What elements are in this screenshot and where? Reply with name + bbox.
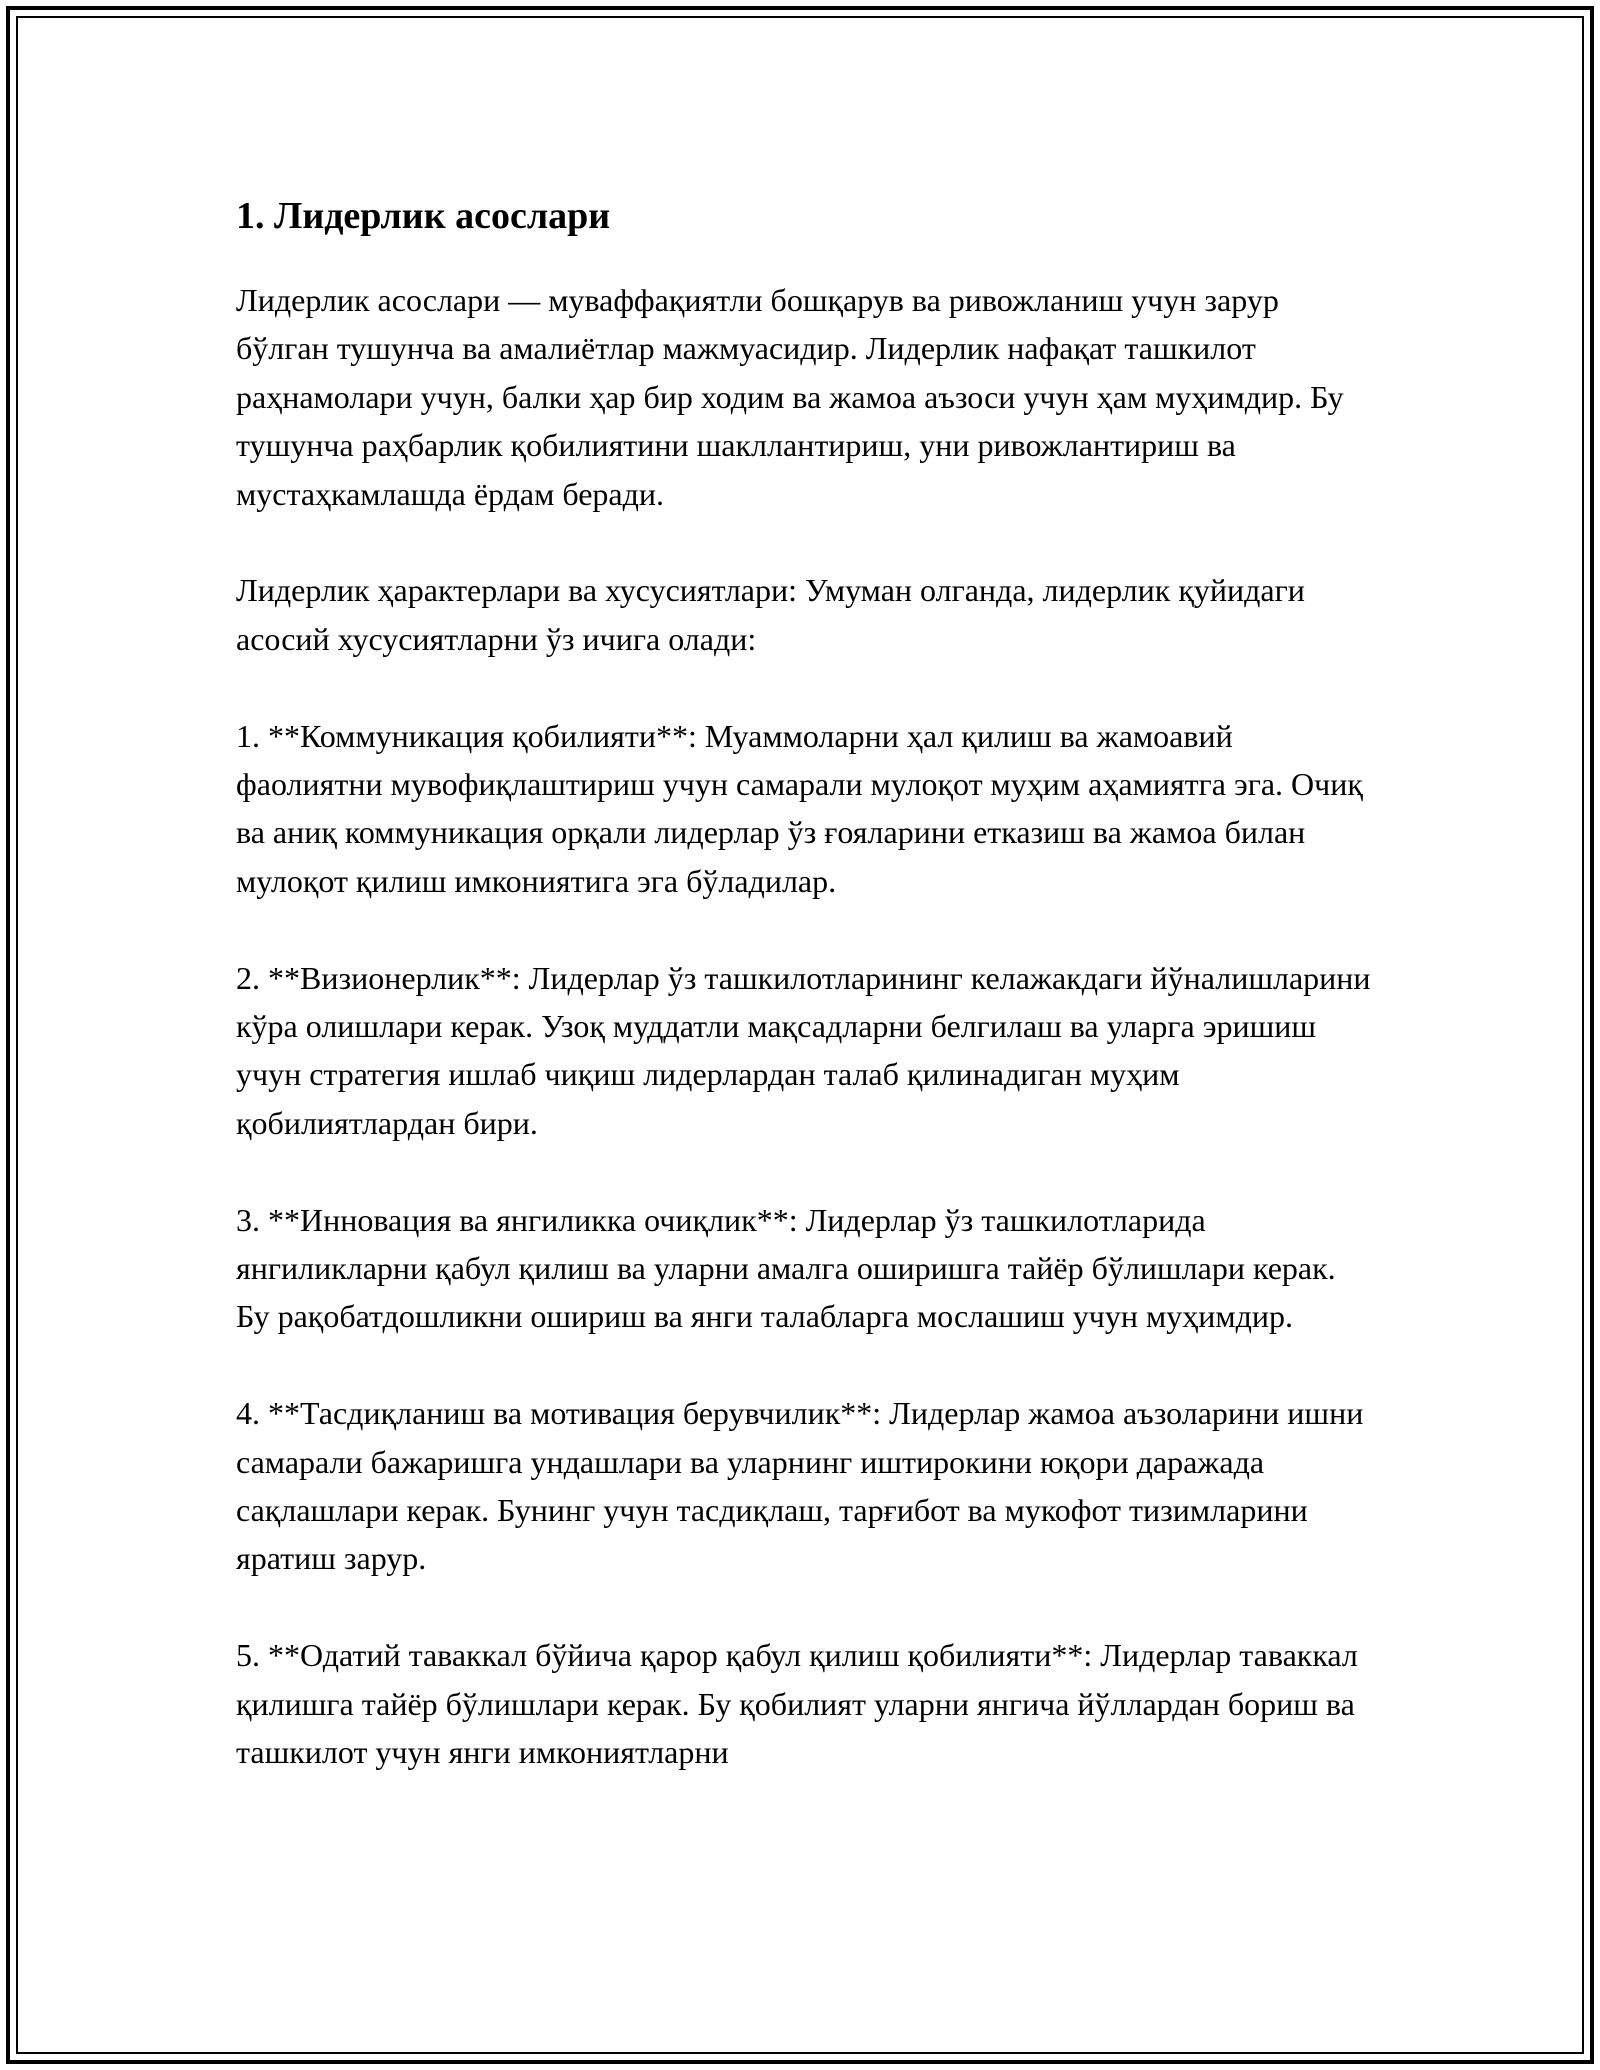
list-item-communication: 1. **Коммуникация қобилияти**: Муаммоларни ҳал қилиш ва жамоавий фаолиятни мувофиқлаштириш учун самарали мулоқот муҳим аҳамиятга эга. Очиқ ва аниқ коммуникация орқали лидерлар ўз ғояларини етказиш ва жамоа билан мулоқот қилиш имкониятига эга бўладилар. bbox=[236, 717, 1363, 899]
list-item-risk-taking: 5. **Одатий таваккал бўйича қарор қабул қилиш қобилияти**: Лидерлар таваккал қилишга тайёр бўлишлари керак. Бу қобилият уларни янгича йўллардан бориш ва ташкилот учун янги имкониятларни bbox=[236, 1637, 1358, 1771]
paragraph-intro: Лидерлик асослари — муваффақиятли бошқарув ва ривожланиш учун зарур бўлган тушунча ва амалиётлар мажмуасидир. Лидерлик нафақат ташкилот раҳнамолари учун, балки ҳар бир ходим ва жамоа аъзоси учун ҳам муҳимдир. Бу тушунча раҳбарлик қобилиятини шакллантириш, уни ривожлантириш ва мустаҳкамлашда ёрдам беради. bbox=[236, 282, 1344, 512]
list-item-innovation: 3. **Инновация ва янгиликка очиқлик**: Лидерлар ўз ташкилотларида янгиликларни қабул қилиш ва уларни амалга оширишга тайёр бўлишлари керак. Бу рақобатдошликни ошириш ва янги талабларга мослашиш учун муҳимдир. bbox=[236, 1201, 1336, 1335]
document-body bbox=[236, 184, 1376, 1825]
list-item-motivation: 4. **Тасдиқланиш ва мотивация берувчилик**: Лидерлар жамоа аъзоларини ишни самарали бажаришга ундашлари ва уларнинг иштирокини юқори даражада сақлашлари керак. Бунинг учун тасдиқлаш, тарғибот ва мукофот тизимларини яратиш зарур. bbox=[236, 1395, 1364, 1577]
section-heading: 1. Лидерлик асослари bbox=[236, 195, 611, 237]
paragraph-characteristics: Лидерлик ҳарактерлари ва хусусиятлари: Умуман олганда, лидерлик қуйидаги асосий хусусиятларни ўз ичига олади: bbox=[236, 572, 1305, 657]
list-item-vision: 2. **Визионерлик**: Лидерлар ўз ташкилотларининг келажакдаги йўналишларини кўра олишлари керак. Узоқ муддатли мақсадларни белгилаш ва уларга эришиш учун стратегия ишлаб чиқиш лидерлардан талаб қилинадиган муҳим қобилиятлардан бири. bbox=[236, 959, 1371, 1141]
